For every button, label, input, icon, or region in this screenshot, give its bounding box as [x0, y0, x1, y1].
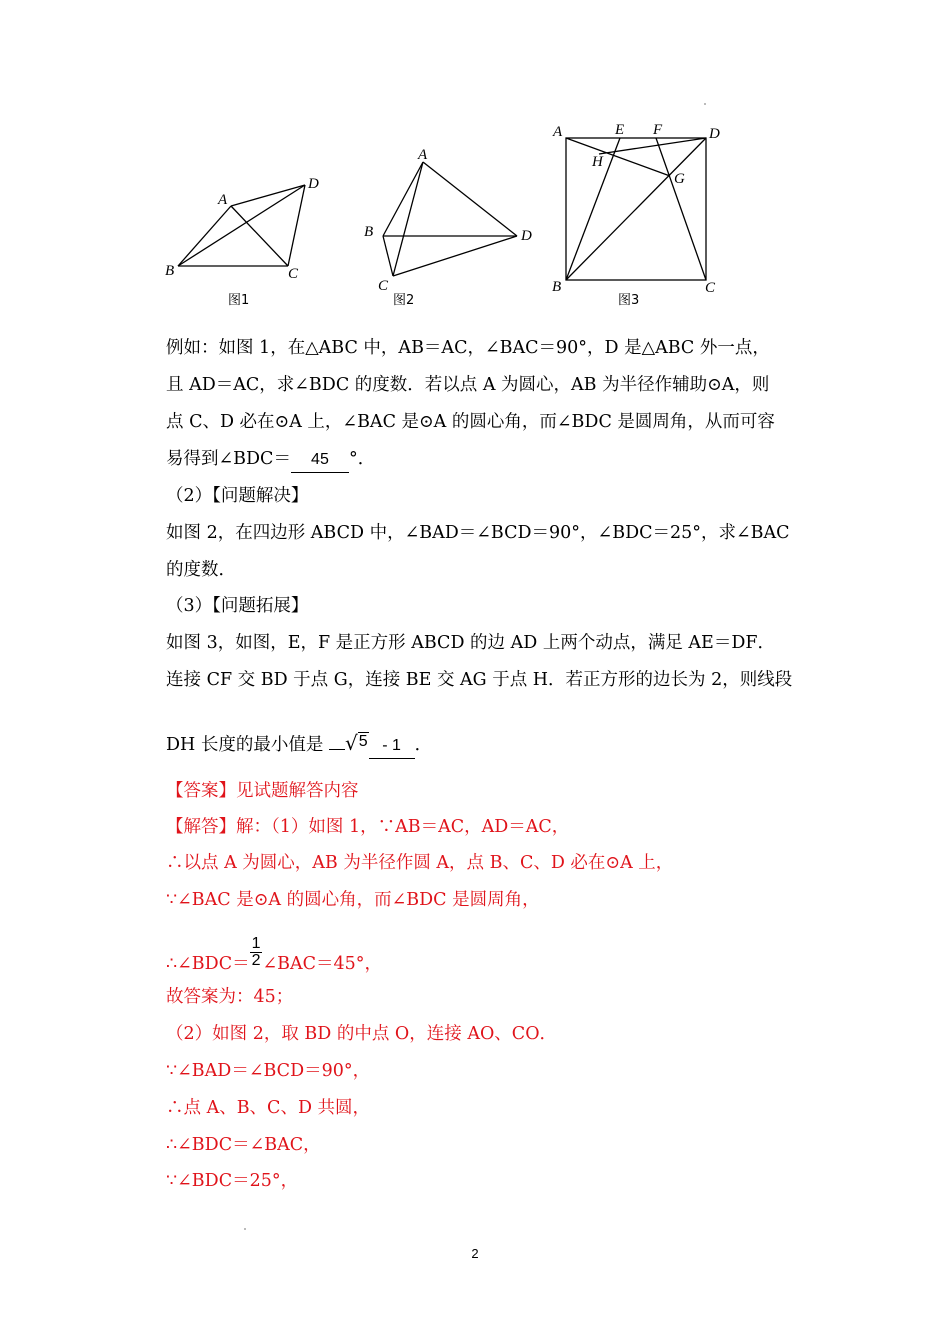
fig2-segment-ad: [423, 162, 517, 236]
part1-line-2: 且 AD＝AC，求∠BDC 的度数．若以点 A 为圆心，AB 为半径作辅助⊙A，则: [166, 375, 770, 395]
part3-line-3: [166, 731, 432, 759]
fig2-label-a: A: [418, 147, 428, 163]
answer-line-10: ∴∠BDC＝∠BAC，: [166, 1135, 321, 1155]
fig3-segment-fc: [656, 138, 706, 280]
fig2-segment-ac: [393, 162, 423, 276]
fig3-label-c: C: [705, 280, 716, 296]
answer-blank-1: 45: [291, 448, 349, 473]
fig1-label-b: B: [165, 263, 175, 279]
fig2-caption: 图2: [393, 293, 415, 308]
fig3-label-d: D: [709, 126, 720, 142]
fig2-label-b: B: [364, 224, 374, 240]
fig2-label-d: D: [521, 228, 532, 244]
scan-speck: [244, 1228, 246, 1230]
part3-line-1: 如图 3，如图，E，F 是正方形 ABCD 的边 AD 上两个动点，满足 AE＝DF．: [166, 633, 775, 653]
figure-2: [383, 162, 517, 276]
sqrt-symbol: √: [344, 731, 358, 755]
fraction-one-half: [250, 936, 263, 969]
part1-line-4: [166, 447, 375, 473]
answer-line-11: ∵∠BDC＝25°，: [166, 1171, 299, 1191]
answer-line-9: ∴点 A、B、C、D 共圆，: [166, 1098, 371, 1118]
answer-line-5-prefix: ∴∠BDC＝: [166, 954, 250, 974]
fig1-segment-ac: [231, 206, 288, 266]
answer-line-2: 【解答】解：（1）如图 1，∵AB＝AC，AD＝AC，: [166, 817, 570, 837]
part1-line-3: 点 C、D 必在⊙A 上，∠BAC 是⊙A 的圆心角，而∠BDC 是圆周角，从而可容: [166, 412, 775, 432]
fig1-segment-ab: [178, 206, 231, 266]
fig3-caption: 图3: [618, 293, 640, 308]
fig3-label-a: A: [553, 124, 563, 140]
answer-line-7: （2）如图 2，取 BD 的中点 O，连接 AO、CO．: [166, 1024, 558, 1044]
figures-svg: [160, 118, 730, 318]
fig3-label-b: B: [552, 279, 562, 295]
answer-line-8: ∵∠BAD＝∠BCD＝90°，: [166, 1061, 371, 1081]
fig2-segment-ab: [383, 162, 423, 236]
scan-speck: [704, 103, 706, 105]
fig1-label-d: D: [308, 176, 319, 192]
part2-heading: （2）【问题解决】: [166, 486, 309, 506]
part2-line-2: 的度数．: [166, 560, 236, 580]
fig1-segment-bd: [178, 185, 305, 266]
part3-heading: （3）【问题拓展】: [166, 596, 309, 616]
fig3-segment-bd: [566, 138, 706, 280]
page-number: 2: [471, 1246, 479, 1261]
fig3-label-g: G: [674, 171, 685, 187]
part1-line-4-prefix: 易得到∠BDC＝: [166, 449, 291, 469]
figure-3: [566, 138, 706, 280]
part1-line-4-suffix: °．: [348, 449, 376, 469]
answer-line-3: ∴以点 A 为圆心，AB 为半径作圆 A，点 B、C、D 必在⊙A 上，: [166, 853, 674, 873]
fraction-numerator: 1: [251, 935, 261, 952]
part3-line-3-suffix: ．: [414, 735, 433, 755]
part2-line-1: 如图 2，在四边形 ABCD 中，∠BAD＝∠BCD＝90°，∠BDC＝25°，求∠BAC: [166, 523, 790, 543]
sqrt-radicand: 5: [358, 733, 368, 750]
answer-line-4: ∵∠BAC 是⊙A 的圆心角，而∠BDC 是圆周角，: [166, 890, 540, 910]
fig1-label-c: C: [288, 266, 299, 282]
answer-blank-2: - 1: [369, 734, 415, 759]
answer-line-6: 故答案为：45；: [166, 987, 294, 1007]
answer-line-5: [166, 935, 383, 981]
part3-line-3-prefix: DH 长度的最小值是: [166, 735, 324, 755]
fig1-segment-ad: [231, 185, 305, 206]
fig2-segment-bc: [383, 236, 393, 276]
fraction-denominator: 2: [251, 952, 261, 969]
answer-line-1: 【答案】见试题解答内容: [166, 781, 359, 801]
fig2-segment-cd: [393, 236, 517, 276]
fig1-caption: 图1: [228, 293, 250, 308]
figures-row: [160, 118, 730, 318]
fig1-label-a: A: [218, 192, 228, 208]
fig3-label-e: E: [615, 122, 625, 138]
figure-1: [178, 185, 305, 266]
answer-line-5-suffix: ∠BAC＝45°，: [262, 954, 383, 974]
fig1-segment-dc: [288, 185, 305, 266]
fig3-segment-hd: [599, 138, 706, 154]
fig3-label-h: H: [592, 154, 603, 170]
part1-line-1: 例如：如图 1，在△ABC 中，AB＝AC，∠BAC＝90°，D 是△ABC 外一点，: [166, 338, 770, 358]
fig2-label-c: C: [378, 278, 389, 294]
answer-blank-2-lead: [329, 749, 345, 750]
fig3-label-f: F: [653, 122, 663, 138]
part3-line-2: 连接 CF 交 BD 于点 G，连接 BE 交 AG 于点 H．若正方形的边长为 2，则线段: [166, 670, 793, 690]
